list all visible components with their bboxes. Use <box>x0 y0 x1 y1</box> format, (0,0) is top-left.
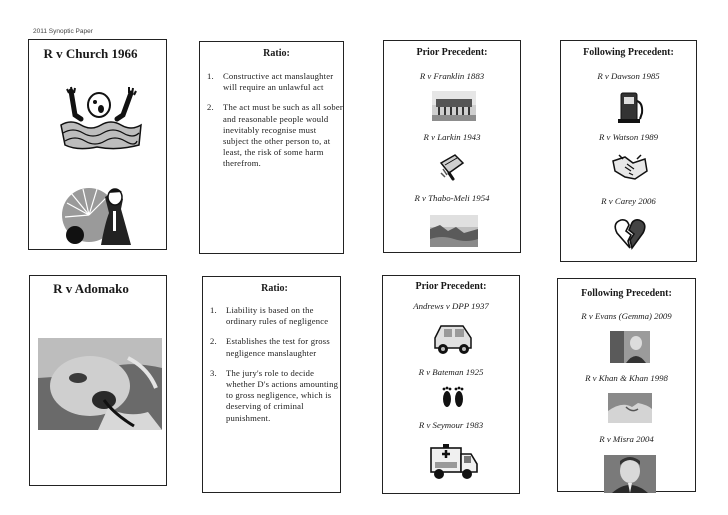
precedent-case: R v Watson 1989 <box>598 132 659 142</box>
razor-clipart <box>437 151 467 181</box>
case-title: R v Adomako <box>53 281 129 296</box>
ratio-list <box>207 71 343 170</box>
ratio-item: 1. Constructive act manslaughter will require an unlawful act <box>207 71 334 93</box>
broken-heart-clipart <box>613 217 647 251</box>
prior-precedent-title: Prior Precedent: <box>415 281 487 292</box>
man-portrait-photo <box>604 455 656 493</box>
prior-precedent-card-1 <box>383 40 521 253</box>
case-card-adomako <box>29 275 167 486</box>
gas-pump-clipart <box>615 89 645 125</box>
following-precedent-card-2 <box>557 278 696 492</box>
ambulance-clipart <box>427 440 479 482</box>
precedent-case: R v Larkin 1943 <box>423 132 481 142</box>
prior-precedent-card-2 <box>382 275 520 494</box>
case-title: R v Church 1966 <box>43 46 138 61</box>
footprints-clipart <box>439 384 467 412</box>
cliff-sea-photo <box>430 215 478 247</box>
holding-hands-photo <box>608 393 652 423</box>
handshake-clipart <box>611 151 649 185</box>
precedent-case: R v Misra 2004 <box>599 434 654 444</box>
courtroom-photo <box>610 331 650 363</box>
ratio-item: 2. The act must be such as all sober and reasonable people would inevitably recognise must subject the other person to, at least, the risk of some harm therefrom. <box>207 102 343 169</box>
precedent-case: Andrews v DPP 1937 <box>413 301 489 311</box>
ratio-item: 2. Establishes the test for gross negligence manslaughter <box>210 336 330 358</box>
anaesthesia-patient-photo <box>38 338 162 430</box>
ratio-card-adomako <box>202 276 341 493</box>
precedent-case: R v Dawson 1985 <box>597 71 660 81</box>
precedent-case: R v Franklin 1883 <box>419 71 485 81</box>
drowning-person-clipart <box>57 85 143 153</box>
following-precedent-title: Following Precedent: <box>581 288 672 299</box>
ratio-item: 1. Liability is based on the ordinary rules of negligence <box>210 305 329 327</box>
ratio-card-church <box>199 41 344 254</box>
following-precedent-title: Following Precedent: <box>583 47 674 58</box>
precedent-case: R v Seymour 1983 <box>418 420 484 430</box>
pier-photo <box>432 91 476 121</box>
page-header: 2011 Synoptic Paper <box>33 28 93 35</box>
case-card-church <box>28 39 167 250</box>
precedent-case: R v Khan & Khan 1998 <box>585 373 668 383</box>
ratio-item: 3. The jury's role to decide whether D's actions amounting to gross negligence, which is deserving of criminal punishment. <box>210 367 339 423</box>
car-clipart <box>431 320 475 356</box>
ratio-list <box>210 305 340 424</box>
following-precedent-card-1 <box>560 40 697 262</box>
precedent-case: R v Thabo-Meli 1954 <box>414 193 490 203</box>
prior-precedent-title: Prior Precedent: <box>416 47 488 58</box>
precedent-case: R v Evans (Gemma) 2009 <box>581 311 672 321</box>
precedent-case: R v Bateman 1925 <box>418 367 484 377</box>
ratio-title: Ratio: <box>263 48 290 59</box>
precedent-case: R v Carey 2006 <box>601 196 656 206</box>
man-holding-ball-clipart <box>61 183 133 247</box>
ratio-title: Ratio: <box>261 283 288 294</box>
